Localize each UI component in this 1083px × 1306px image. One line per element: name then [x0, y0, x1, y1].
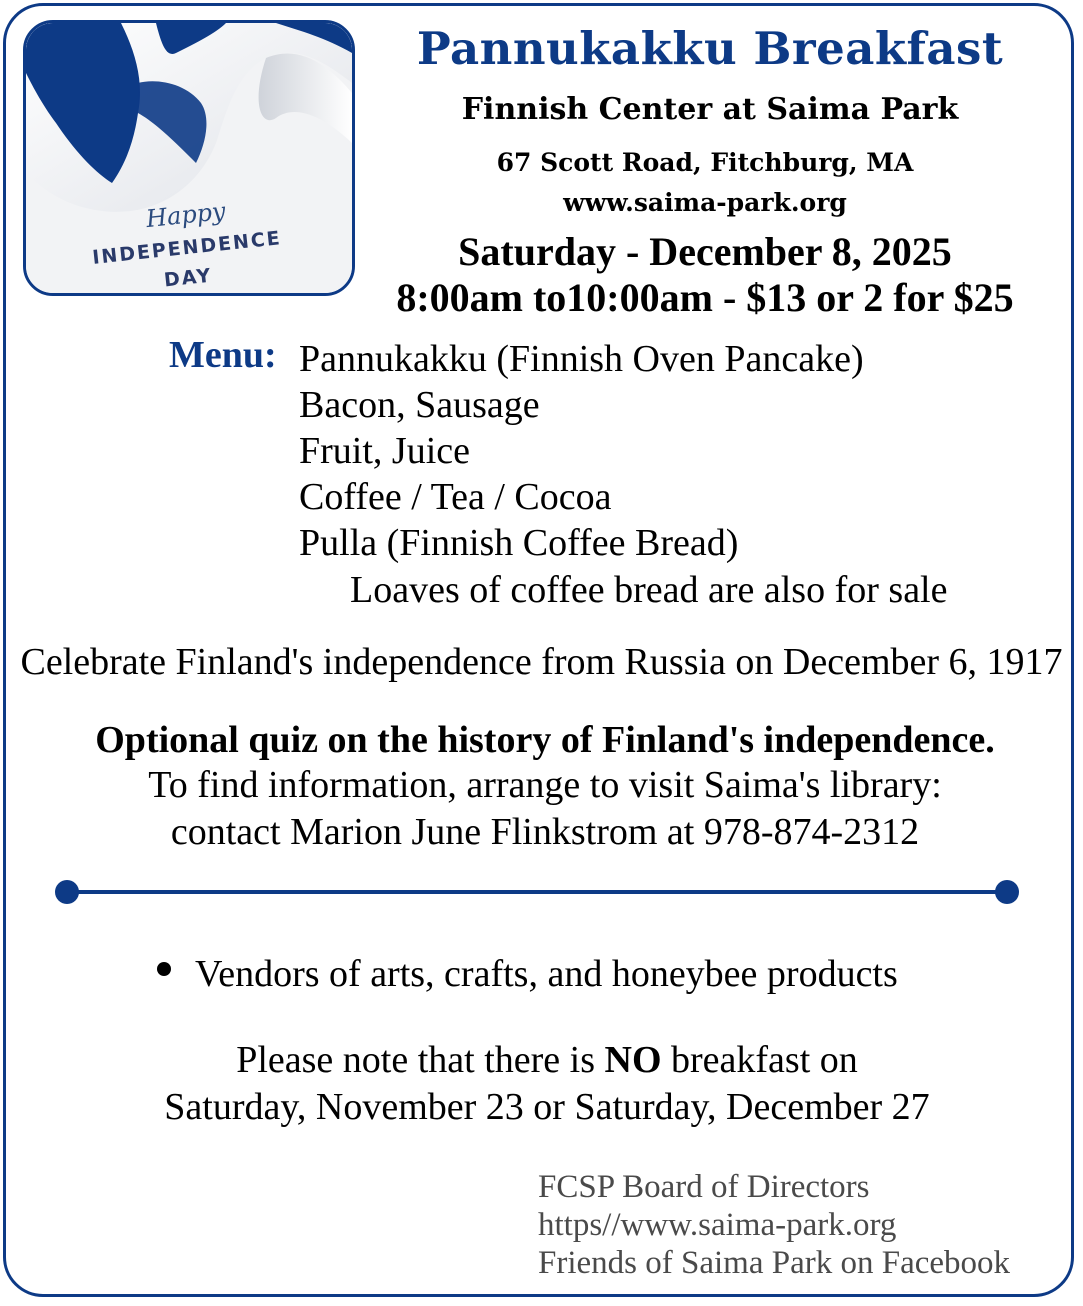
- event-time-price: 8:00am to10:00am - $13 or 2 for $25: [396, 275, 1014, 320]
- menu-item: Fruit, Juice: [299, 430, 470, 472]
- note-suffix: breakfast on: [661, 1039, 858, 1081]
- menu-item: Bacon, Sausage: [299, 384, 540, 426]
- logo-happy-text: Happy: [144, 196, 227, 234]
- logo-independence-text: INDEPENDENCE: [91, 227, 283, 269]
- event-date: Saturday - December 8, 2025: [458, 229, 952, 274]
- menu-item: Pannukakku (Finnish Oven Pancake): [299, 338, 864, 380]
- event-title: Pannukakku Breakfast: [416, 22, 1004, 75]
- note-prefix: Please note that there is: [236, 1039, 605, 1081]
- no-breakfast-dates: Saturday, November 23 or Saturday, December 27: [164, 1086, 930, 1128]
- venue-website[interactable]: www.saima-park.org: [563, 188, 847, 217]
- menu-item: Coffee / Tea / Cocoa: [299, 476, 612, 518]
- menu-label: Menu:: [169, 334, 277, 376]
- footer: [538, 1168, 1010, 1282]
- celebrate-text: Celebrate Finland's independence from Russia on December 6, 1917: [20, 641, 1063, 683]
- no-breakfast-note: [0, 1038, 1083, 1082]
- logo-day-text: DAY: [162, 264, 214, 292]
- footer-facebook: Friends of Saima Park on Facebook: [538, 1245, 1011, 1281]
- divider-left-dot-icon: [55, 880, 79, 904]
- venue-name: Finnish Center at Saima Park: [461, 92, 959, 127]
- divider-right-dot-icon: [995, 880, 1019, 904]
- menu-note: Loaves of coffee bread are also for sale: [350, 569, 948, 611]
- note-emphasis: NO: [604, 1039, 662, 1081]
- footer-organization: FCSP Board of Directors: [538, 1169, 870, 1205]
- vendors-text: Vendors of arts, crafts, and honeybee products: [195, 953, 898, 995]
- menu-list: [299, 336, 864, 566]
- bullet-icon: [157, 962, 171, 976]
- menu-item: Pulla (Finnish Coffee Bread): [299, 522, 739, 564]
- footer-website[interactable]: https//www.saima-park.org: [538, 1207, 897, 1243]
- independence-day-logo: [23, 20, 355, 296]
- quiz-heading: Optional quiz on the history of Finland's independence.: [95, 719, 995, 761]
- quiz-contact-line: contact Marion June Flinkstrom at 978-874-2312: [170, 811, 920, 853]
- quiz-info-line: To find information, arrange to visit Saima's library:: [148, 764, 942, 806]
- venue-address: 67 Scott Road, Fitchburg, MA: [496, 148, 914, 177]
- section-divider: [54, 878, 1020, 906]
